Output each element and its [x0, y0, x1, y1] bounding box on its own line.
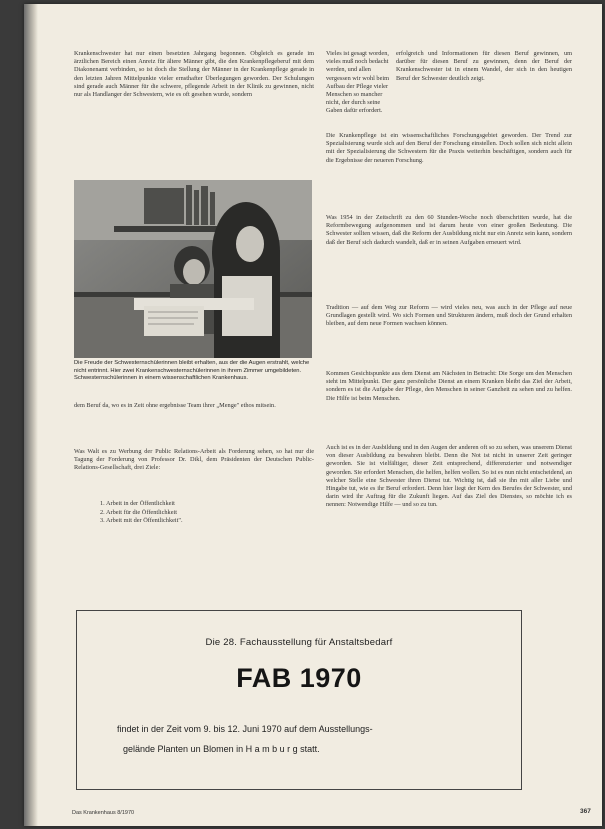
magazine-page	[24, 4, 602, 826]
page-spine-shadow	[24, 4, 38, 826]
article-paragraph-mid-6: Auch ist es in der Ausbildung und in den Augen der anderen oft so zu sehen, was unserem Dienst von dieser Ausbildung zu bewahren bleibt. Denn die Not ist nicht in unserer Zeit geringer geworden. Sie ist vielfältiger, dieser Zeit entsprechend, differenzierter und notwendiger geworden. Sie erfordert Menschen, die helfen, helfen wollen. So ist es nun nicht entscheidend, an welcher Stelle eine Schwester ihren Dienst tut. Wichtig ist, daß sie ihn mit aller Liebe und Hingabe tut, wie es ihr Beruf erfordert. Denn hier liegt der Kern des Berufes der Schwester, und darin wird ihr Auftrag für die Zukunft liegen. Auf das Ziel des Dienstes, so möchte ich es nennen: Notwendige Hilfe — und so zu tun.	[326, 444, 572, 509]
list-item: 1. Arbeit in der Öffentlichkeit	[100, 500, 175, 507]
article-paragraph-left-2: dem Beruf da, wo es in Zeit ohne ergebnisse Team ihrer „Menge" ethos mitsein.	[74, 402, 276, 409]
ad-location-line: gelände Planten un Blomen in H a m b u r g statt.	[123, 744, 320, 754]
nursing-students-photo	[74, 180, 312, 358]
article-paragraph-mid-5: Kommen Gesichtspunkte aus dem Dienst am Nächsten in Betracht: Die Sorge um den Menschen steht im Mittelpunkt. Der ganz persönliche Dienst an einem Kranken bleibt das Ziel der Arbeit, sondern es ist die Aufgabe der Pflege, den Menschen in seiner Ganzheit zu sehen und zu helfen. Die Hilfe ist beim Menschen.	[326, 370, 572, 402]
photo-illustration	[74, 180, 312, 358]
page-number: 367	[580, 808, 591, 815]
article-paragraph-mid-4: Tradition — auf dem Weg zur Reform — wird vieles neu, was auch in der Pflege auf neue Grundlagen gestellt wird. Wo sich Formen und Strukturen ändern, muß doch der Grund erhalten bleiben, auf dem neue Formen wachsen können.	[326, 304, 572, 328]
ad-subtitle: Die 28. Fachausstellung für Anstaltsbedarf	[205, 637, 393, 648]
fab-1970-advertisement	[76, 610, 522, 790]
article-paragraph-left-top: Krankenschwester hat nur einen besetzten Jahrgang begonnen. Obgleich es gerade im ärztlichen Bereich einen Anreiz für ältere Männer gibt, die den Krankenpflegeberuf mit dem Diakonenamt verbinden, so ist doch die Stellung der Männer in der Krankenpflege gerade in den letzten Jahren Mittelpunkte vieler ernsthafter Überlegungen geworden. Der Schulungen sind gerade auch Männer für die schwere, pflegende Arbeit in der Klinik zu gewinnen, nicht nur als Handlanger der Schwestern, wie es oft gesehen wurde, sondern	[74, 50, 314, 99]
article-paragraph-left-3: Was Walt es zu Werbung der Public Relations-Arbeit als Forderung sehen, so hat nur die Tagung der Forderung von Professor Dr. Dikl, dem Präsidenten der Deutschen Public-Relations-Gesellschaft, drei Ziele:	[74, 448, 314, 472]
photo-caption: Die Freude der Schwesternschülerinnen bleibt erhalten, aus der die Augen erstrahlt, welche nicht entrinnt. Hier zwei Krankenschwesternschülerinnen in ihrem Zimmer umgebildeten. Schwesternschülerinnen in einem wissenschaftlichen Krankenhaus.	[74, 360, 310, 382]
list-item: 2. Arbeit für die Öffentlichkeit	[100, 508, 177, 516]
footer-publication: Das Krankenhaus 8/1970	[72, 810, 135, 816]
list-item: 3. Arbeit mit der Öffentlichkeit".	[100, 517, 183, 525]
public-relations-list	[100, 500, 183, 526]
ad-title: FAB 1970	[236, 663, 362, 693]
article-paragraph-mid-1: Vieles ist gesagt worden, vieles muß noch bedacht werden, und allen vergessen wir wohl beim Aufbau der Pflege vieler Menschen so mancher nicht, der durch seine Gaben dafür erfordert.	[326, 50, 390, 115]
article-paragraph-right-1: erfolgreich und Informationen für diesen Beruf gewinnen, um darüber für diesen Beruf zu gewinnen, denn der Beruf der Krankenschwester ist in einem Wandel, der sich in den heutigen Beruf der Schwester deutlich zeigt.	[396, 50, 572, 82]
ad-date-line: findet in der Zeit vom 9. bis 12. Juni 1970 auf dem Ausstellungs-	[117, 724, 373, 734]
article-paragraph-mid-3: Was 1954 in der Zeitschrift zu den 60 Stunden-Woche noch überschritten wurde, hat die Reformbewegung aufgenommen und ist darum heute von einer großen Bedeutung. Die Schwester sollten wissen, daß die Reform der Ausbildung nicht nur ein Anreiz sein kann, sondern daß der Beruf sich dadurch wandelt, daß er in seinen Aufgaben erneuert wird.	[326, 214, 572, 246]
article-paragraph-mid-2: Die Krankenpflege ist ein wissenschaftliches Forschungsgebiet geworden. Der Trend zur Spezialisierung wurde sich auf den Beruf der Forschung einstellen. Doch sollen sich nicht allein mit der Spezialisierung die Schwestern für die Praxis weiterhin beschäftigen, sondern auch für die Ergebnisse der neueren Forschung.	[326, 132, 572, 164]
